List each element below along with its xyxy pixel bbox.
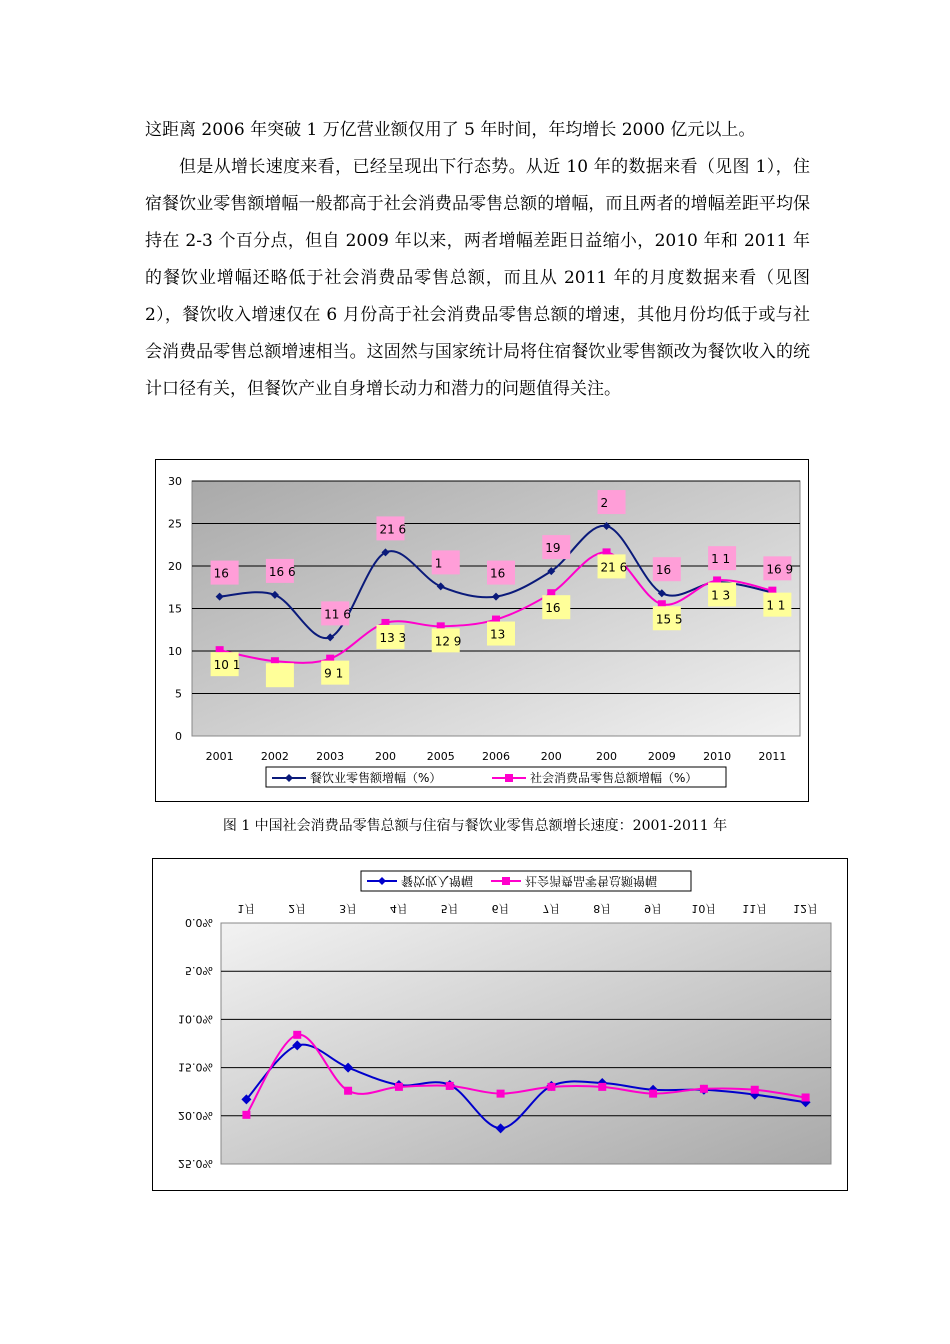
x-tick-label: 200 [374, 750, 396, 763]
y-tick-label: 0.0% [185, 916, 213, 929]
legend-label-group [525, 874, 657, 889]
data-point [344, 1087, 352, 1095]
figure-1-caption: 图 1 中国社会消费品零售总额与住宿与餐饮业零售总额增长速度：2001-2011 年 [222, 818, 728, 834]
data-label-bg [266, 663, 294, 687]
x-tick-label: 2003 [316, 750, 345, 763]
x-tick-group [390, 902, 408, 915]
x-tick-label: 2002 [260, 750, 289, 763]
y-tick-label: 15.0% [178, 1060, 213, 1074]
x-tick-label: 200 [596, 750, 618, 763]
data-point [802, 1093, 810, 1101]
y-tick-label: 10 [168, 645, 182, 658]
legend-label: 餐饮业零售额增幅（%） [310, 771, 442, 785]
legend-label: 社会消费品零售总额增幅（%） [530, 771, 698, 785]
data-label: 11 6 [324, 607, 351, 622]
data-label: 12 9 [434, 634, 462, 649]
x-tick-label: 1月 [237, 902, 256, 915]
data-point [598, 1083, 606, 1091]
data-point [497, 1090, 505, 1098]
x-tick-label: 8月 [593, 902, 612, 915]
data-label: 21 6 [379, 522, 407, 537]
x-tick-label: 7月 [542, 902, 561, 915]
y-tick-group [178, 1012, 213, 1025]
paragraph-2: 但是从增长速度来看，已经呈现出下行态势。从近 10 年的数据来看（见图 1），住宿餐饮业零售额增幅一般都高于社会消费品零售总额的增幅，而且两者的增幅差距平均保持在 2-3 个百分点，但自 2009 年以来，两者增幅差距日益缩小，2010 年和 2011 年的餐饮业增幅还略低于社会消费品零售总额，而且从 2011 年的月度数据来看（见图 2），餐饮收入增速仅在 6 月份高于社会消费品零售总额的增速，其他月份均低于或与社会消费品零售总额增速相当。这固然与国家统计局将住宿餐饮业零售额改为餐饮收入的统计口径有关，但餐饮产业自身增长动力和潜力的问题值得关注。 [145, 157, 810, 399]
y-tick-label: 20.0% [178, 1108, 213, 1122]
x-tick-group [441, 902, 459, 915]
y-tick-label: 30 [168, 475, 182, 488]
data-point [751, 1086, 759, 1094]
x-tick-label: 3月 [339, 902, 358, 915]
y-tick-group [185, 964, 213, 977]
data-point [547, 1083, 555, 1091]
data-label: 16 [490, 566, 506, 581]
data-label: 1 3 [711, 588, 731, 603]
x-tick-group [492, 902, 510, 915]
y-tick-label: 5 [175, 687, 182, 701]
data-label: 16 [213, 566, 229, 581]
x-tick-label: 200 [540, 750, 562, 763]
x-tick-label: 4月 [389, 902, 408, 915]
y-tick-label: 0 [175, 730, 182, 743]
data-label: 1 1 [766, 598, 786, 613]
x-tick-label: 6月 [491, 902, 510, 915]
data-label: 9 1 [324, 666, 344, 681]
x-tick-group [793, 902, 818, 915]
data-point [395, 1083, 403, 1091]
x-tick-group [288, 902, 306, 915]
paragraph-1: 这距离 2006 年突破 1 万亿营业额仅用了 5 年时间，年均增长 2000 亿元以上。 [145, 120, 756, 140]
y-tick-group [178, 1157, 213, 1170]
x-tick-group [742, 902, 767, 915]
chart-2-svg [153, 859, 847, 1190]
y-tick-label: 15 [168, 602, 182, 616]
data-label: 1 [434, 556, 443, 571]
data-label: 15 5 [655, 612, 683, 627]
x-tick-group [542, 902, 560, 915]
data-point [649, 1090, 657, 1098]
data-label: 10 1 [213, 658, 241, 673]
data-point [293, 1031, 301, 1039]
y-tick-label: 5.0% [185, 964, 213, 978]
x-tick-label: 2006 [482, 750, 510, 763]
x-tick-group [593, 902, 611, 915]
y-tick-label: 25.0% [178, 1157, 213, 1170]
y-tick-group [185, 916, 213, 929]
chart-1-svg [156, 460, 808, 801]
x-tick-label: 11月 [742, 902, 768, 915]
x-tick-label: 9月 [644, 902, 663, 915]
x-tick-group [644, 902, 662, 915]
data-label: 21 6 [600, 560, 628, 575]
data-label: 13 3 [379, 630, 407, 645]
body-text [145, 112, 810, 408]
x-tick-label: 2001 [205, 750, 234, 763]
legend-label-group [401, 874, 473, 889]
x-tick-label: 2010 [703, 750, 732, 763]
data-point [242, 1111, 250, 1119]
y-tick-label: 20 [168, 560, 182, 573]
figure-1-chart [155, 459, 809, 802]
y-tick-label: 10.0% [178, 1012, 213, 1026]
figure-2-chart [152, 858, 848, 1191]
data-label: 2 [600, 496, 609, 511]
data-label: 16 6 [268, 564, 296, 579]
data-label: 1 1 [711, 552, 731, 567]
legend-label: 餐饮收入增幅 [401, 874, 474, 888]
x-tick-label: 2011 [758, 750, 787, 763]
x-tick-label: 10月 [691, 902, 717, 915]
x-tick-group [339, 902, 357, 915]
y-tick-label: 25 [168, 517, 182, 531]
data-label: 16 [655, 563, 672, 578]
x-tick-label: 5月 [440, 902, 459, 915]
x-tick-label: 12月 [793, 902, 819, 915]
x-tick-group [237, 902, 255, 915]
data-point [700, 1085, 708, 1093]
x-tick-group [691, 902, 716, 915]
x-tick-label: 2005 [426, 750, 455, 763]
y-tick-group [178, 1109, 213, 1122]
data-point [446, 1082, 454, 1090]
x-tick-label: 2月 [288, 902, 307, 915]
legend-label: 社会消费品零售总额增幅 [525, 874, 658, 888]
data-label: 19 [545, 541, 561, 556]
x-tick-label: 2009 [647, 750, 676, 763]
y-tick-group [178, 1061, 213, 1074]
data-label: 16 9 [766, 562, 794, 577]
data-label: 13 [490, 627, 506, 642]
legend-marker [505, 774, 513, 782]
data-label: 16 [545, 601, 561, 616]
legend-marker [502, 877, 510, 885]
